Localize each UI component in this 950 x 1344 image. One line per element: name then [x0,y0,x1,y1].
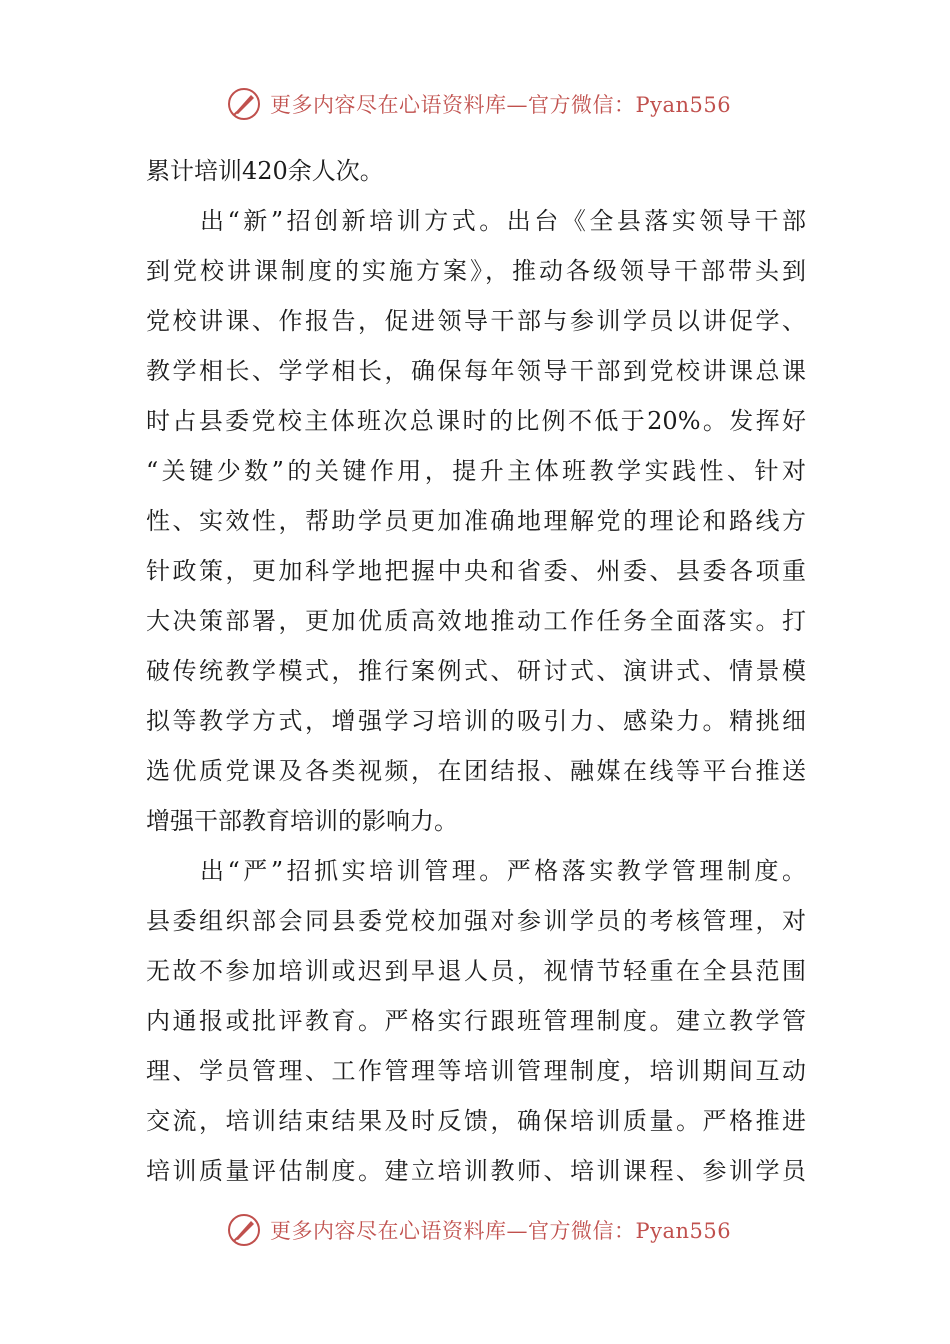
text-line: 无故不参加培训或迟到早退人员，视情节轻重在全县范围 [146,957,806,985]
text-line: 拟等教学方式，增强学习培训的吸引力、感染力。精挑细 [146,707,806,735]
text-line: “关键少数”的关键作用，提升主体班教学实践性、针对 [146,457,806,485]
quill-pen-icon [226,86,262,122]
text-line: 内通报或批评教育。严格实行跟班管理制度。建立教学管 [146,1007,806,1035]
text-line: 累计培训420余人次。 [146,157,384,185]
text-line: 出“严”招抓实培训管理。严格落实教学管理制度。 [200,857,806,885]
text-line: 增强干部教育培训的影响力。 [146,807,458,835]
text-line: 党校讲课、作报告，促进领导干部与参训学员以讲促学、 [146,307,806,335]
text-line: 出“新”招创新培训方式。出台《全县落实领导干部 [200,207,806,235]
header-watermark [226,84,731,124]
quill-pen-icon [226,1212,262,1248]
watermark-text: 更多内容尽在心语资料库—官方微信：Pyan556 [270,93,732,117]
document-body [146,146,806,1196]
text-line: 教学相长、学学相长，确保每年领导干部到党校讲课总课 [146,357,806,385]
watermark-text: 更多内容尽在心语资料库—官方微信：Pyan556 [270,1219,732,1243]
text-line: 破传统教学模式，推行案例式、研讨式、演讲式、情景模 [146,657,806,685]
text-line: 理、学员管理、工作管理等培训管理制度，培训期间互动 [146,1057,806,1085]
text-line: 交流，培训结束结果及时反馈，确保培训质量。严格推进 [146,1107,806,1135]
text-line: 针政策，更加科学地把握中央和省委、州委、县委各项重 [146,557,806,585]
text-line: 时占县委党校主体班次总课时的比例不低于20%。发挥好 [146,407,806,435]
text-line: 大决策部署，更加优质高效地推动工作任务全面落实。打 [146,607,806,635]
text-line: 选优质党课及各类视频，在团结报、融媒在线等平台推送 [146,757,806,785]
footer-watermark [226,1210,731,1250]
text-line: 县委组织部会同县委党校加强对参训学员的考核管理，对 [146,907,806,935]
text-line: 性、实效性，帮助学员更加准确地理解党的理论和路线方 [146,507,806,535]
text-line: 到党校讲课制度的实施方案》，推动各级领导干部带头到 [146,257,806,285]
text-line: 培训质量评估制度。建立培训教师、培训课程、参训学员 [146,1157,806,1185]
